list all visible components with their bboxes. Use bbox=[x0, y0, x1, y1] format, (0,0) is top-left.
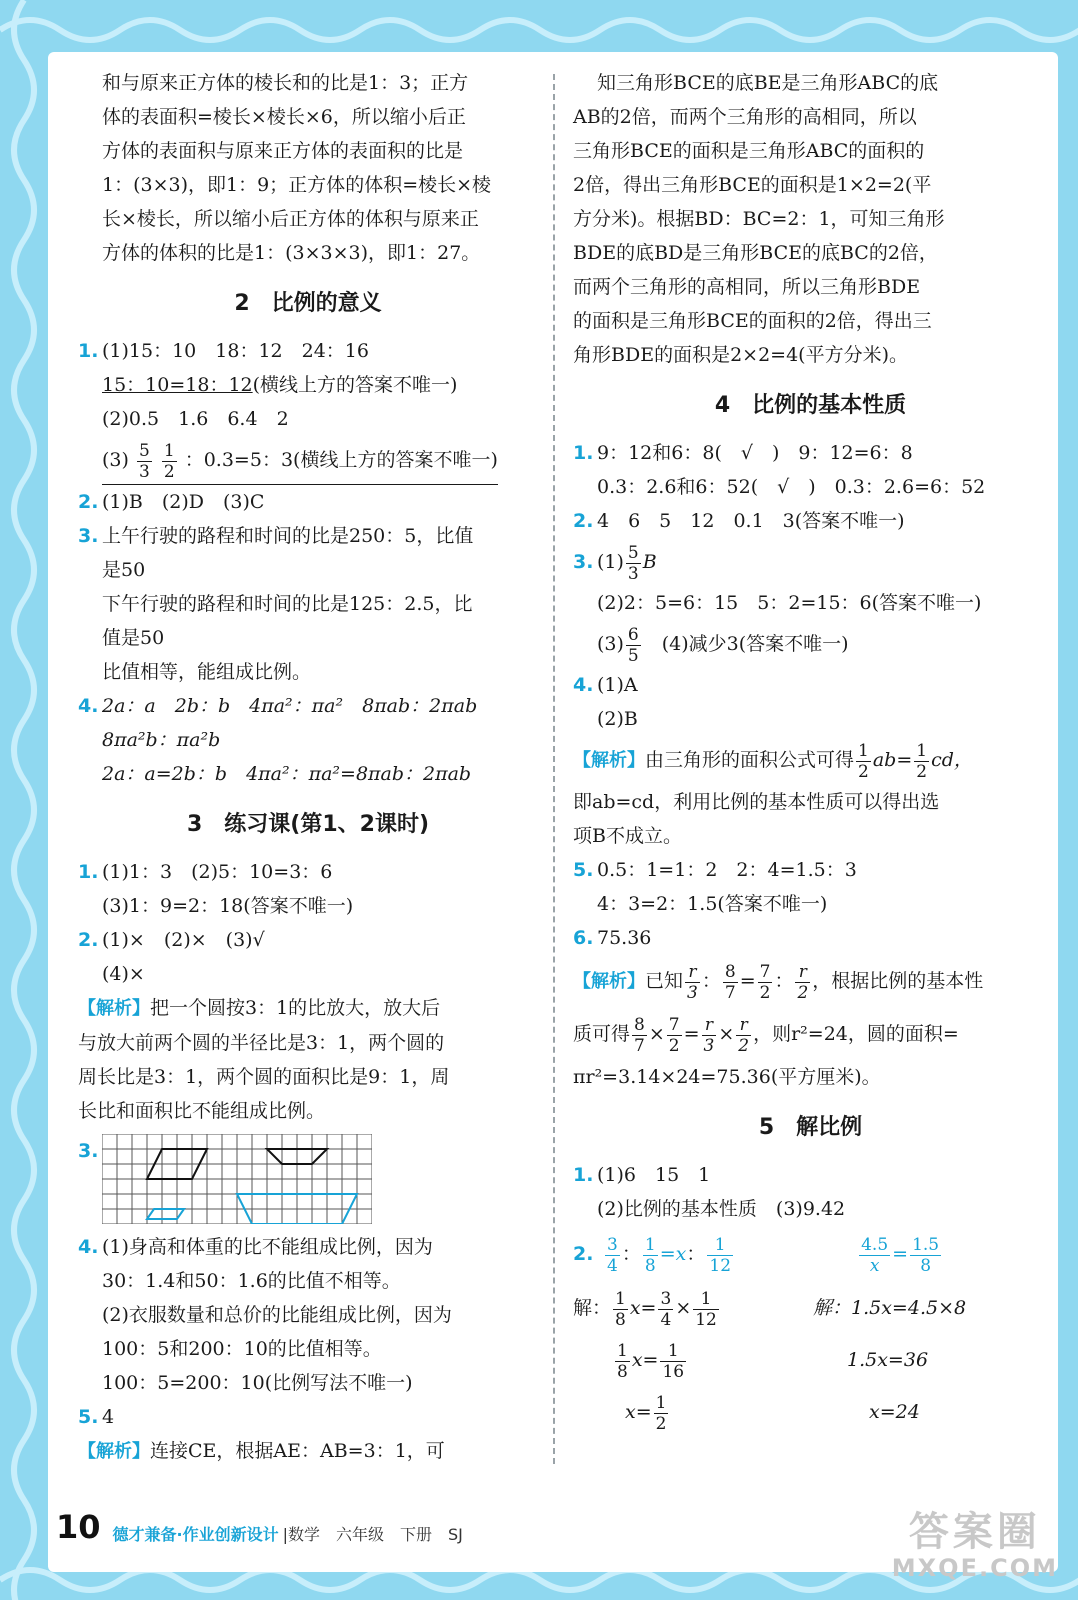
analysis-text: 质可得 bbox=[573, 1023, 631, 1045]
text-line: 1：(3×3)，即1：9；正方体的体积=棱长×棱 bbox=[102, 174, 492, 196]
question-number: 1. bbox=[78, 861, 99, 883]
section-title: 2 比例的意义 bbox=[234, 291, 382, 316]
fraction: $\frac{7}{2}$ bbox=[759, 961, 771, 1003]
question-number: 4. bbox=[78, 695, 99, 717]
fraction: $\frac{1}{8}$ bbox=[617, 1340, 628, 1382]
fraction: $\frac{r}{2}$ bbox=[797, 961, 809, 1003]
fraction: $\frac{3}{4}$ bbox=[660, 1288, 672, 1330]
fraction: $\frac{1}{16}$ bbox=[662, 1340, 685, 1382]
right-intro bbox=[573, 66, 1048, 372]
question-3 bbox=[78, 519, 538, 689]
question-number: 1. bbox=[78, 340, 99, 362]
question-number: 1. bbox=[573, 1164, 594, 1186]
watermark-url: MXQE.COM bbox=[891, 1554, 1058, 1582]
analysis-text: 把一个圆按3：1的比放大，放大后 bbox=[150, 997, 441, 1019]
answer-text: (1)1：3 (2)5：10=3：6 bbox=[102, 861, 333, 883]
text-line: 角形BDE的面积是2×2=4(平方分米)。 bbox=[573, 344, 908, 366]
answer-text: (4)减少3(答案不唯一) bbox=[642, 633, 849, 655]
analysis-text: 即ab=cd，利用比例的基本性质可以得出选 bbox=[573, 791, 940, 813]
question-2 bbox=[573, 504, 1048, 538]
question-number: 4. bbox=[78, 1236, 99, 1258]
answer-text: (3)1：9=2：18(答案不唯一) bbox=[102, 895, 354, 917]
answer-text: (3) bbox=[597, 633, 624, 655]
question-5 bbox=[78, 1400, 538, 1469]
answer-text: 上午行驶的路程和时间的比是250：5，比值 bbox=[102, 525, 474, 547]
fraction: $\frac{1.5}{8}$ bbox=[912, 1234, 940, 1276]
question-number: 2. bbox=[573, 510, 594, 532]
question-1 bbox=[573, 436, 1048, 504]
question-5 bbox=[573, 853, 1048, 921]
analysis-text: 长比和面积比不能组成比例。 bbox=[78, 1100, 326, 1122]
text-line: 和与原来正方体的棱长和的比是1：3；正方 bbox=[102, 72, 469, 94]
answer-text: B bbox=[642, 551, 657, 573]
answer-text: 解： bbox=[573, 1297, 612, 1319]
fraction: $\frac{1}{12}$ bbox=[709, 1234, 732, 1276]
question-4 bbox=[78, 689, 538, 791]
answer-text: 30：1.4和50：1.6的比值不相等。 bbox=[102, 1270, 401, 1292]
answer-text: (1)15：10 18：12 24：16 bbox=[102, 340, 369, 362]
answer-text: 比值相等，能组成比例。 bbox=[102, 661, 312, 683]
fraction: $\frac{r}{2}$ bbox=[738, 1014, 750, 1056]
answer-text: (1) bbox=[597, 551, 624, 573]
answer-text: (2)衣服数量和总价的比能组成比例，因为 bbox=[102, 1304, 452, 1326]
fraction: $\frac{r}{3}$ bbox=[703, 1014, 715, 1056]
text-line: 三角形BCE的面积是三角形ABC的面积的 bbox=[573, 140, 925, 162]
question-3 bbox=[78, 1134, 538, 1224]
solution-b bbox=[803, 1282, 1033, 1438]
analysis-text: 连接CE，根据AE：AB=3：1，可 bbox=[150, 1440, 445, 1462]
column-divider bbox=[553, 74, 555, 1464]
question-1 bbox=[78, 334, 538, 485]
answer-text: 8πa²b：πa²b bbox=[102, 729, 221, 751]
book-info: |数学 六年级 下册 SJ bbox=[282, 1525, 463, 1544]
answer-text: × bbox=[675, 1297, 692, 1319]
page-number: 10 bbox=[56, 1508, 101, 1546]
text-line: 体的表面积=棱长×棱长×6，所以缩小后正 bbox=[102, 106, 466, 128]
question-number: 1. bbox=[573, 442, 594, 464]
answer-text: (1)B (2)D (3)C bbox=[102, 491, 265, 513]
answer-text: 100：5=200：10(比例写法不唯一) bbox=[102, 1372, 413, 1394]
answer-text: (1)× (2)× (3)√ bbox=[102, 929, 265, 951]
analysis-text: ，则r²=24，圆的面积= bbox=[753, 1023, 959, 1045]
grid-figure bbox=[102, 1134, 372, 1224]
section-title: 4 比例的基本性质 bbox=[714, 393, 907, 418]
answer-text: (1)身高和体重的比不能组成比例，因为 bbox=[102, 1236, 433, 1258]
answer-text: 解：1.5x=4.5×8 bbox=[813, 1297, 967, 1319]
analysis-text: 由三角形的面积公式可得 bbox=[645, 749, 855, 771]
fraction: $\frac{1}{2}$ bbox=[163, 440, 175, 482]
left-column bbox=[78, 66, 538, 1469]
answer-text: (4)× bbox=[102, 963, 145, 985]
analysis-tag: 【解析】 bbox=[78, 998, 150, 1019]
fraction: $\frac{5}{3}$ bbox=[627, 542, 639, 584]
answer-text: 75.36 bbox=[597, 927, 652, 949]
analysis-text: 周长比是3：1，两个圆的面积比是9：1，周 bbox=[78, 1066, 450, 1088]
fraction: $\frac{r}{3}$ bbox=[687, 961, 698, 1003]
answer-text: 2a：a=2b：b 4πa²：πa²=8πab：2πab bbox=[102, 763, 472, 785]
analysis-tag: 【解析】 bbox=[573, 971, 645, 992]
answer-text: 2a：a 2b：b 4πa²：πa² 8πab：2πab bbox=[102, 695, 478, 717]
fraction: $\frac{1}{2}$ bbox=[858, 740, 869, 782]
answer-text: x= bbox=[625, 1401, 652, 1423]
fraction: $\frac{3}{4}$ bbox=[607, 1234, 618, 1276]
answer-text: 4：3=2：1.5(答案不唯一) bbox=[597, 893, 828, 915]
question-number: 2. bbox=[573, 1243, 594, 1265]
text-line: 的面积是三角形BCE的面积的2倍，得出三 bbox=[573, 310, 932, 332]
question-1 bbox=[573, 1158, 1048, 1226]
question-2 bbox=[78, 485, 538, 519]
solution-block bbox=[573, 1282, 1048, 1438]
section-title: 3 练习课(第1、2课时) bbox=[186, 812, 430, 837]
right-column bbox=[573, 66, 1048, 1438]
text-line: 知三角形BCE的底BE是三角形ABC的底 bbox=[597, 72, 939, 94]
question-number: 3. bbox=[573, 551, 594, 573]
text-line: 2倍，得出三角形BCE的面积是1×2=2(平 bbox=[573, 174, 932, 196]
answer-text: 9：12和6：8( √ ) 9：12=6：8 bbox=[597, 442, 913, 464]
fraction: $\frac{1}{8}$ bbox=[615, 1288, 626, 1330]
parallelogram-scaled bbox=[147, 1209, 184, 1219]
analysis-text: 与放大前两个圆的半径比是3：1，两个圆的 bbox=[78, 1032, 445, 1054]
question-number: 3. bbox=[78, 525, 99, 547]
answer-text: 是50 bbox=[102, 559, 146, 581]
fraction: $\frac{8}{7}$ bbox=[634, 1014, 645, 1056]
answer-text: 0.3：2.6和6：52( √ ) 0.3：2.6=6：52 bbox=[597, 476, 986, 498]
analysis-text: ，根据比例的基本性 bbox=[812, 970, 984, 992]
question-2: 2. $\frac{3}{4}$ ： $\frac{1}{8}$ =x： $\frac{1}{12}$ $\frac{4.5}{x}$ = $\frac{1.5}{8}$ 解： $\frac{1}{8}$ x= $\frac{3}{4}$ × $\frac{1}{12}$ $\frac{1}{8}$ x= $\frac{1}{16}$ x= $\frac{1}{2}$ 解：1.5x=4.5×8 1.5x=36 x=24 bbox=[573, 1226, 1048, 1438]
question-number: 5. bbox=[78, 1406, 99, 1428]
question-number: 5. bbox=[573, 859, 594, 881]
fraction: $\frac{4.5}{x}$ bbox=[861, 1234, 889, 1276]
underlined-answer: 15：10=18：12 bbox=[102, 374, 253, 396]
answer-text: (1)A bbox=[597, 674, 638, 696]
fraction: $\frac{6}{5}$ bbox=[627, 624, 639, 666]
answer-text: (1)6 15 1 bbox=[597, 1164, 711, 1186]
fraction: $\frac{1}{12}$ bbox=[695, 1288, 717, 1330]
answer-page bbox=[48, 52, 1058, 1572]
answer-text: 4 6 5 12 0.1 3(答案不唯一) bbox=[597, 510, 905, 532]
answer-text: (2)2：5=6：15 5：2=15：6(答案不唯一) bbox=[597, 592, 982, 614]
fraction: $\frac{1}{8}$ bbox=[644, 1234, 656, 1276]
analysis-text: cd， bbox=[931, 749, 973, 771]
analysis-tag: 【解析】 bbox=[78, 1441, 150, 1462]
answer-text: 下午行驶的路程和时间的比是125：2.5，比 bbox=[102, 593, 473, 615]
answer-text: (2)0.5 1.6 6.4 2 bbox=[102, 408, 289, 430]
page-footer bbox=[56, 1505, 463, 1545]
left-intro bbox=[78, 66, 538, 270]
series-brand: 德才兼备·作业创新设计 bbox=[112, 1525, 279, 1544]
text-line: BDE的底BD是三角形BCE的底BC的2倍， bbox=[573, 242, 938, 264]
fraction: $\frac{8}{7}$ bbox=[724, 961, 736, 1003]
analysis-text: 项B不成立。 bbox=[573, 825, 682, 847]
question-3 bbox=[573, 538, 1048, 668]
answer-text: x=24 bbox=[869, 1401, 920, 1423]
answer-text: x= bbox=[631, 1349, 659, 1371]
fraction: $\frac{1}{2}$ bbox=[655, 1392, 667, 1434]
fraction: $\frac{1}{2}$ bbox=[916, 740, 928, 782]
question-number: 2. bbox=[78, 491, 99, 513]
text-line: 方体的体积的比是1：(3×3×3)，即1：27。 bbox=[102, 242, 481, 264]
answer-text: 100：5和200：10的比值相等。 bbox=[102, 1338, 382, 1360]
text-line: 长×棱长，所以缩小后正方体的体积与原来正 bbox=[102, 208, 479, 230]
question-2 bbox=[78, 923, 538, 1128]
text-line: 而两个三角形的高相同，所以三角形BDE bbox=[573, 276, 921, 298]
question-number: 6. bbox=[573, 927, 594, 949]
answer-text: (3) bbox=[102, 449, 129, 471]
answer-text: 值是50 bbox=[102, 627, 165, 649]
answer-text: x= bbox=[629, 1297, 657, 1319]
answer-text: (2)比例的基本性质 (3)9.42 bbox=[597, 1198, 846, 1220]
analysis-text: 已知 bbox=[645, 970, 684, 992]
watermark bbox=[892, 1510, 1058, 1582]
answer-text: 4 bbox=[102, 1406, 115, 1428]
answer-text: ：0.3=5：3(横线上方的答案不唯一) bbox=[184, 449, 498, 471]
answer-text: 1.5x=36 bbox=[847, 1349, 929, 1371]
analysis-tag: 【解析】 bbox=[573, 750, 645, 771]
text-line: 方体的表面积与原来正方体的表面积的比是 bbox=[102, 140, 464, 162]
fraction: $\frac{7}{2}$ bbox=[668, 1014, 680, 1056]
answer-text: 0.5：1=1：2 2：4=1.5：3 bbox=[597, 859, 857, 881]
text-line: 方分米)。根据BD：BC=2：1，可知三角形 bbox=[573, 208, 945, 230]
question-number: 4. bbox=[573, 674, 594, 696]
watermark-text: 答案圈 bbox=[908, 1509, 1041, 1555]
section-title: 5 解比例 bbox=[758, 1115, 863, 1140]
question-number: 2. bbox=[78, 929, 99, 951]
analysis-text: πr²=3.14×24=75.36(平方厘米)。 bbox=[573, 1066, 881, 1088]
question-6: 6. 75.36 【解析】已知 $\frac{r}{3}$ ： $\frac{8}{7}$ = $\frac{7}{2}$ ： $\frac{r}{2}$ ，根据比例的基本性 质可得 $\frac{8}{7}$ × $\frac{7}{2}$ = $\frac{r}{3}$ × $\frac{r}{2}$ ，则r²=24，圆的面积= πr²=3.14×24=75.36(平方厘米)。 bbox=[573, 921, 1048, 1094]
fraction: $\frac{5}{3}$ bbox=[138, 440, 150, 482]
answer-text: (2)B bbox=[597, 708, 638, 730]
answer-note: (横线上方的答案不唯一) bbox=[252, 374, 458, 396]
question-number: 3. bbox=[78, 1140, 99, 1162]
question-1 bbox=[78, 855, 538, 923]
analysis-text: ab= bbox=[872, 749, 913, 771]
text-line: AB的2倍，而两个三角形的高相同，所以 bbox=[573, 106, 917, 128]
answer-text: x bbox=[675, 1243, 687, 1265]
question-4 bbox=[78, 1230, 538, 1400]
solution-a bbox=[573, 1282, 803, 1438]
question-4 bbox=[573, 668, 1048, 853]
